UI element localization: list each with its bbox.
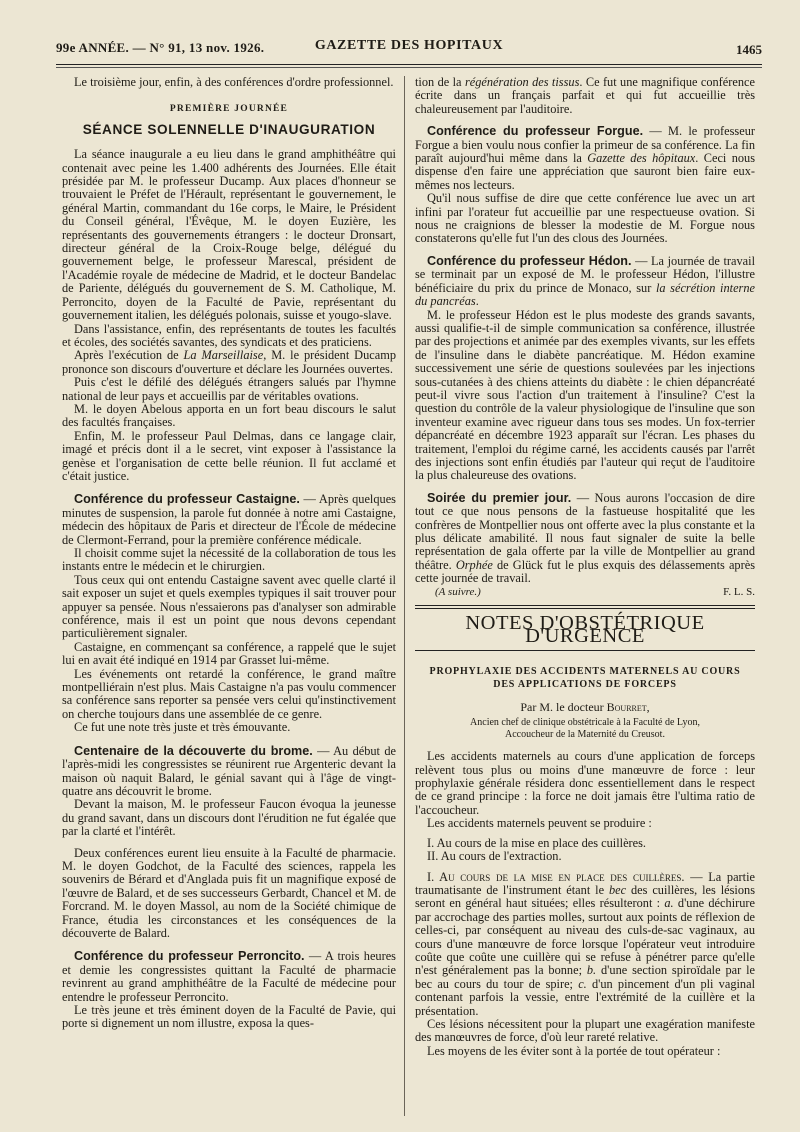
subsection-heading: Conférence du professeur Hédon. xyxy=(427,253,632,268)
column-divider xyxy=(404,76,405,1116)
italic-title: Orphée xyxy=(455,557,493,572)
author-affiliation: Ancien chef de clinique obstétricale à la Faculté de Lyon, xyxy=(470,717,700,729)
page-header xyxy=(56,36,762,60)
text-run: de Glück fut le plus exquis des délassements après cette journée de travail. xyxy=(415,557,755,586)
section-rule xyxy=(415,650,755,651)
paragraph xyxy=(62,950,396,1004)
paragraph: Les accidents maternels peuvent se produire : xyxy=(427,816,652,831)
text-run: — M. le professeur Forgue a bien voulu nous confier la primeur de sa conférence. La fin paraît aujourd'hui même dans la xyxy=(415,124,755,166)
paragraph: La séance inaugurale a eu lieu dans le grand amphithéâtre qui contenait avec peine les 1.400 adhérents des Journées. Elle était présidée par M. le professeur Ducamp. Aux places d'honneur se trouvaient le Préfet de l'Hérault, représentant le gouvernement, le général Martin, commandant du 16e corps, le Maire, le Président du Conseil général, l'Évêque, M. le doyen Euzière, les représentants des gouvernements étrangers : le docteur Dronsart, directeur général de la Croix-Rouge belge, délégué du gouvernement belge, le professeur Marescal, président de l'Académie royale de médecine de Madrid, et le docteur Bandelac de Pariente, délégués du gouvernement de S. M. Catholique, M. Perroncito, doyen de la Faculté de Pavie, représentant du gouvernement italien, les délégués polonais, suisse et yougo-slave. xyxy=(62,147,396,323)
paragraph: Deux conférences eurent lieu ensuite à la Faculté de pharmacie. M. le doyen Godchot, de la Faculté des sciences, rappela les souvenirs de Bérard et d'Anglada puis fit un magnifique exposé de l'œuvre de Balard, et de ses successeurs Gerbardt, Chancel et M. de Forcrand. M. le doyen Massol, au nom de la Société chimique de France, étudia les circonstances et les conséquences de la découverte de Balard. xyxy=(62,845,396,940)
italic-title: Gazette des hôpitaux xyxy=(587,151,696,166)
page-number: 1465 xyxy=(736,42,762,57)
text-run: , M. le président Ducamp prononce son discours d'ouverture et déclare les Journées ouvertes. xyxy=(62,348,396,376)
paragraph xyxy=(415,255,755,309)
list-item: I. Au cours de la mise en place des cuillères. xyxy=(427,835,647,850)
text-run: — La partie traumatisante de l'instrument étant le xyxy=(415,869,755,897)
to-be-continued: (A suivre.) xyxy=(435,585,481,598)
text-run: d'une section spiroïdale par le bec au cours du tour de spire; xyxy=(415,963,755,991)
text-run: d'une déchirure par accrochage des parties molles, surtout aux points de réflexion de celles-ci, par conséquent au niveau des culs-de-sac vaginaux, au cours d'une manœuvre de force lorsque l'opérateur veut introduire coûte que coûte une cuillère qui se refuse à pénétrer parce qu'elle n'est généralement pas la bonne; xyxy=(415,896,755,978)
paragraph xyxy=(415,871,755,1018)
text-run: Par M. le docteur xyxy=(520,699,607,714)
subsection-heading: Centenaire de la découverte du brome. xyxy=(74,743,313,758)
paragraph: Qu'il nous suffise de dire que cette conférence lue avec un art infini par l'orateur fut accueillie par une respectueuse ovation. Si nous ne craignions de blesser la modestie de M. Forgue nous constaterons qu'elle fut l'un des clous des Journées. xyxy=(415,191,755,246)
section-rule xyxy=(415,608,755,609)
notes-title: NOTES D'OBSTÉTRIQUE D'URGENCE xyxy=(465,612,705,648)
section-rule xyxy=(415,605,755,606)
text-run: d'un pincement d'un pli vaginal contenant parfois la vessie, entre l'extrémité de la cuillère et la présentation. xyxy=(415,976,755,1018)
enumeration-label: c. xyxy=(578,976,587,991)
text-run: . Ce fut une magnifique conférence écrite dans un français parfait et qui fut accueillie très chaleureusement par l'auditoire. xyxy=(415,75,755,116)
paragraph xyxy=(415,492,755,586)
text-run: — La journée de travail se terminait par un exposé de M. le professeur Hédon, l'illustre bénéficiaire du prix du prince de Monaco, sur xyxy=(415,253,755,295)
section-title: SÉANCE SOLENNELLE D'INAUGURATION xyxy=(82,121,376,137)
list-item: II. Au cours de l'extraction. xyxy=(427,849,562,864)
paragraph xyxy=(415,125,755,192)
enumeration-label: a. xyxy=(664,896,674,911)
text-run: — A trois heures et demie les congressistes quittant la Faculté de pharmacie revinrent au grand amphithéâtre de la Faculté de médecine pour entendre le professeur Perroncito. xyxy=(62,949,396,1004)
header-rule xyxy=(56,64,762,65)
text-run: . Ceci nous dispense d'en faire une appréciation que sauront bien faire eux-mêmes nos lecteurs. xyxy=(415,151,756,192)
paragraph xyxy=(62,349,396,376)
right-column xyxy=(415,76,755,1058)
paragraph: Ce fut une note très juste et très émouvante. xyxy=(74,720,291,735)
paragraph: Les moyens de les éviter sont à la portée de tout opérateur : xyxy=(427,1043,721,1058)
text-run: — Au début de l'après-midi les congressistes se réunirent rue Argenteric devant la maison où naquit Balard, le génial savant qui à l'âge de vingt-quatre ans découvrit le brome. xyxy=(62,743,396,798)
paragraph: M. le doyen Abelous apporta en un fort beau discours le salut des facultés françaises. xyxy=(62,401,396,430)
subsection-heading: Conférence du professeur Perroncito. xyxy=(74,949,305,964)
subsection-heading: Conférence du professeur Forgue. xyxy=(427,124,644,139)
paragraph: Il choisit comme sujet la nécessité de la collaboration de tous les instants entre le médecin et le chirurgien. xyxy=(62,546,396,574)
text-run: — Nous aurons l'occasion de dire tout ce que nous pensons de la fastueuse hospitalité que les confrères de Montpellier nous ont offerte avec la plus constante et la plus délicate amabilité. Il nous faut signaler de suite la belle représentation de gala offerte par la ville de Montpellier au grand théâtre. xyxy=(415,490,755,572)
text-run: , xyxy=(646,699,650,714)
paragraph: Puis c'est le défilé des délégués étrangers salués par l'hymne national de leur pays et accueillis par de véritables ovations. xyxy=(62,375,396,403)
italic-term: la sécrétion interne du pancréas xyxy=(415,280,755,309)
paragraph: M. le professeur Hédon est le plus modeste des grands savants, aussi qualifie-t-il de simple communication sa conférence, illustrée par des projections et animée par des exemples vivants, sur les effets de l'insuline dans le diabète pancréatique. M. Hédon examine successivement une série de questions soulevées par les injections sous-cutanées à des chiens atteints du diabète : le chien dépancréaté peut-il vivre sous l'action d'un traitement à l'insuline? C'est la question du contrôle de la valeur physiologique de l'insuline que son inventeur examine avec rigueur dans tous ses modes. Un fox-terrier dépancréaté en décembre 1923 apparaît sur l'écran. Les phases du traitement, l'emploi du régime carné, les accidents causés par l'arrêt des injections sont enfin étudiés par l'auteur qui reçut de l'auditoire la plus chaleureuse des ovations. xyxy=(415,307,755,483)
paragraph: Ces lésions nécessitent pour la plupart une exagération manifeste des manœuvres de force, d'où leur rareté relative. xyxy=(415,1016,755,1045)
section-label: PREMIÈRE JOURNÉE xyxy=(169,104,289,115)
author-name: Bourret xyxy=(606,699,647,714)
subsection-heading: Soirée du premier jour. xyxy=(427,490,572,505)
journal-title: GAZETTE DES HOPITAUX xyxy=(314,38,504,53)
intro-paragraph: Le troisième jour, enfin, à des conférences d'ordre professionnel. xyxy=(74,75,394,89)
paragraph: Tous ceux qui ont entendu Castaigne savent avec quelle clarté il sait exposer un sujet et quels exemples typiques il sait trouver pour appuyer sa pensée. Nous n'essaierons pas d'analyser son admirable conférence, mais il est un point que nous devons cependant particulièrement signaler. xyxy=(62,572,396,641)
paragraph: Dans l'assistance, enfin, des représentants de toutes les facultés et écoles, des sociétés savantes, des syndicats et des praticiens. xyxy=(62,321,396,349)
issue-info: 99e ANNÉE. — N° 91, 13 nov. 1926. xyxy=(56,40,265,55)
paragraph: Castaigne, en commençant sa conférence, a rappelé que le sujet lui en avait été indiqué en 1914 par Grasset lui-même. xyxy=(62,639,396,668)
paragraph: Enfin, M. le professeur Paul Delmas, dans ce langage clair, imagé et précis dont il a le secret, vint exposer à l'assistance la genèse et l'organisation de cette belle réunion. Il fut acclamé et c'était justice. xyxy=(62,428,396,483)
subsection-heading: I. Au cours de la mise en place des cuillères. xyxy=(427,869,685,884)
byline xyxy=(415,701,755,714)
italic-term: régénération des tissus xyxy=(464,75,580,89)
text-run: . xyxy=(475,294,479,309)
subsection-heading: Conférence du professeur Castaigne. xyxy=(74,492,300,507)
article-signature xyxy=(415,586,755,599)
text-run: tion de la xyxy=(415,75,465,89)
paragraph xyxy=(62,493,396,547)
author-affiliation: Accoucheur de la Maternité du Creusot. xyxy=(505,728,665,740)
article-subtitle: PROPHYLAXIE DES ACCIDENTS MATERNELS AU COURS xyxy=(429,665,741,677)
paragraph: Les accidents maternels au cours d'une application de forceps relèvent tous plus ou moins d'une manœuvre de force : leur prophylaxie générale résidera donc essentiellement dans le respect de ce grand principe : la force ne doit jamais être l'ultima ratio de l'accoucheur. xyxy=(415,749,755,817)
paragraph xyxy=(415,76,755,116)
paragraph: Devant la maison, M. le professeur Faucon évoqua la jeunesse du grand savant, dans un discours dont l'érudition ne fut égalée que par la clarté et l'intérêt. xyxy=(62,797,396,839)
author-initials: F. L. S. xyxy=(723,585,755,598)
text-run: des cuillères, les lésions seront en général haut situées; elles résulteront : xyxy=(415,882,756,911)
text-run: — Après quelques minutes de suspension, la parole fut donnée à notre ami Castaigne, médecin des hôpitaux de Paris et directeur de l'École de médecine de Clermont-Ferrand, pour la première conférence médicale. xyxy=(62,492,396,547)
article-subtitle: DES APPLICATIONS DE FORCEPS xyxy=(493,678,677,690)
left-column xyxy=(62,76,396,1031)
paragraph: Les événements ont retardé la conférence, le grand maître montpelliérain n'est plus. Mais Castaigne n'a pas voulu commencer sa conférence sans reporter sa pensée vers celui qu'instinctivement on cherche toujours dans une assemblée de ce genre. xyxy=(62,666,396,721)
paragraph xyxy=(62,745,396,799)
header-rule-secondary xyxy=(56,67,762,68)
paragraph: Le très jeune et très éminent doyen de la Faculté de Pavie, qui porte si dignement un nom illustre, exposa la ques- xyxy=(62,1003,396,1031)
italic-title: La Marseillaise xyxy=(183,348,264,363)
enumeration-label: b. xyxy=(586,963,597,978)
text-run: Après l'exécution de xyxy=(74,348,184,363)
italic-term: bec xyxy=(608,882,627,897)
